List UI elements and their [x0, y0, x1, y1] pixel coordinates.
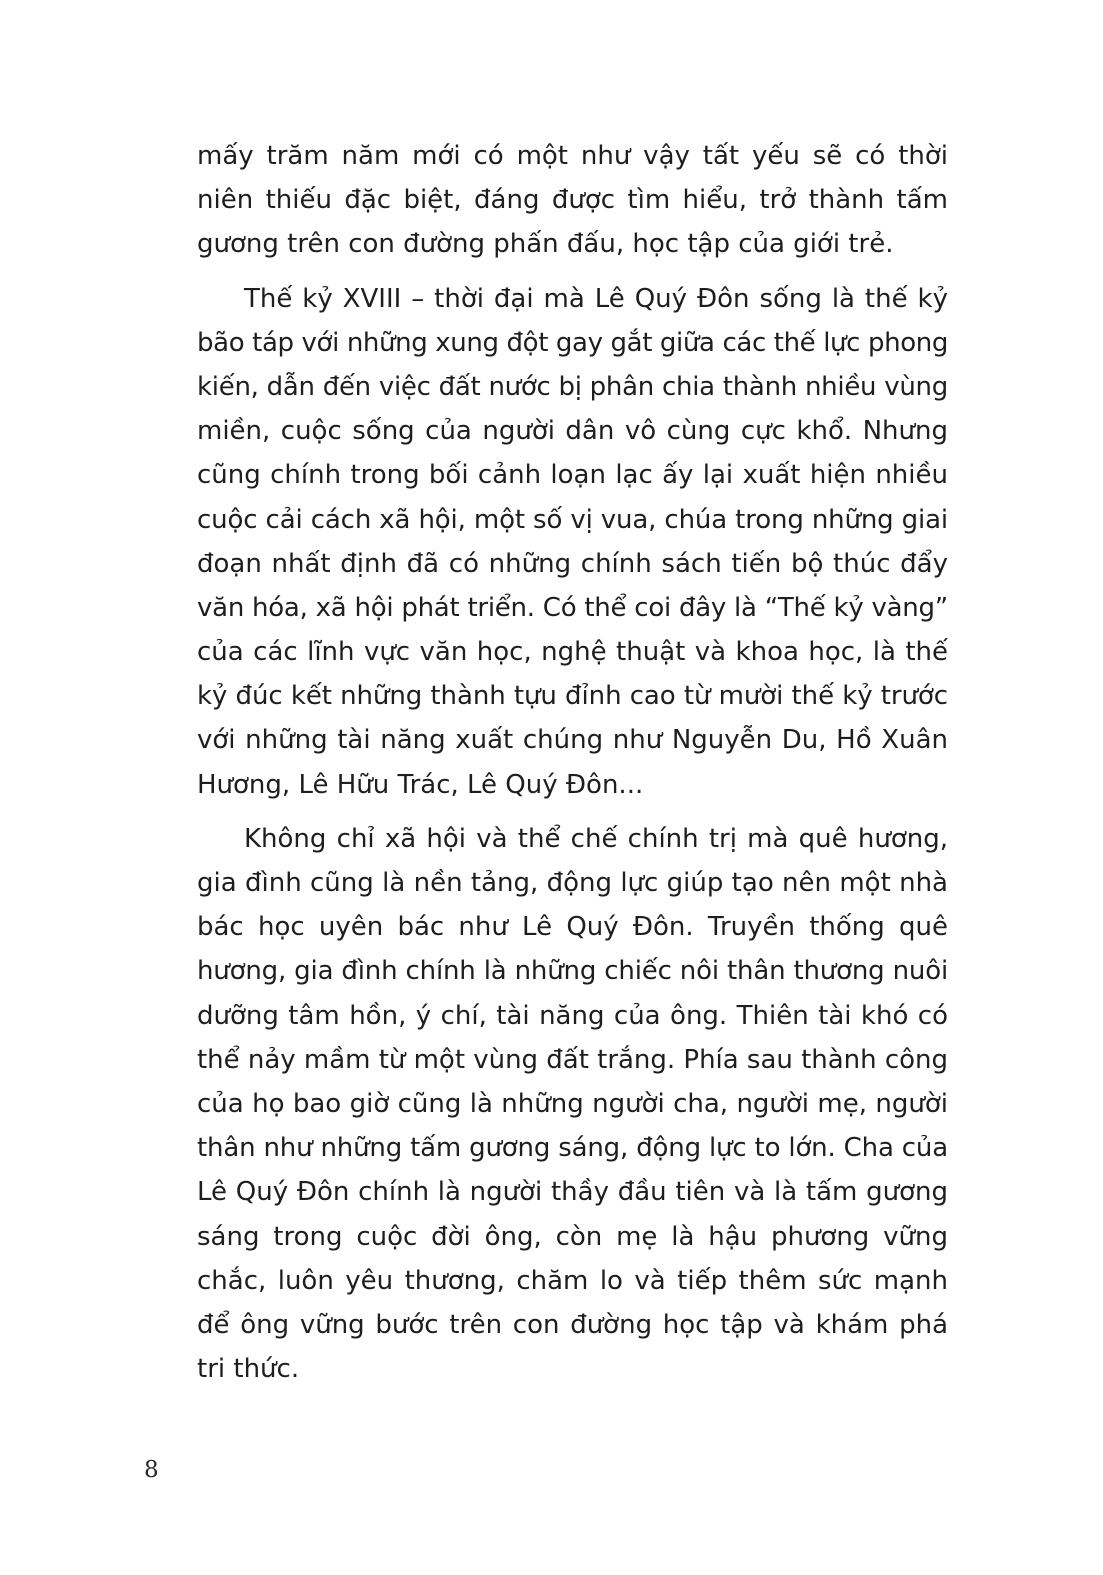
paragraph	[197, 817, 948, 1391]
text-line: đoạn nhất định đã có những chính sách tiến bộ thúc đẩy	[197, 548, 948, 579]
text-line: chắc, luôn yêu thương, chăm lo và tiếp thêm sức mạnh	[197, 1265, 948, 1296]
text-line: gương trên con đường phấn đấu, học tập của giới trẻ.	[197, 229, 894, 260]
text-line: để ông vững bước trên con đường học tập và khám phá	[197, 1309, 948, 1340]
text-line: dưỡng tâm hồn, ý chí, tài năng của ông. Thiên tài khó có	[197, 1000, 948, 1031]
text-line: mấy trăm năm mới có một như vậy tất yếu sẽ có thời	[197, 141, 948, 171]
paragraph	[197, 134, 948, 267]
text-line: của họ bao giờ cũng là những người cha, người mẹ, người	[197, 1088, 948, 1119]
text-line: cuộc cải cách xã hội, một số vị vua, chúa trong những giai	[197, 504, 948, 535]
text-line: gia đình cũng là nền tảng, động lực giúp tạo nên một nhà	[197, 868, 948, 898]
paragraph	[197, 277, 948, 807]
paragraph-gap	[197, 807, 948, 817]
text-line: của các lĩnh vực văn học, nghệ thuật và khoa học, là thế	[197, 637, 948, 668]
text-line: thân như những tấm gương sáng, động lực to lớn. Cha của	[197, 1133, 948, 1164]
text-line: sáng trong cuộc đời ông, còn mẹ là hậu phương vững	[197, 1221, 948, 1252]
text-line: kiến, dẫn đến việc đất nước bị phân chia thành nhiều vùng	[197, 371, 948, 402]
page-number: 8	[144, 1457, 159, 1483]
text-line: cũng chính trong bối cảnh loạn lạc ấy lại xuất hiện nhiều	[197, 460, 948, 491]
text-line: hương, gia đình chính là những chiếc nôi thân thương nuôi	[197, 956, 948, 987]
text-line: văn hóa, xã hội phát triển. Có thể coi đây là “Thế kỷ vàng”	[197, 592, 948, 623]
text-line: niên thiếu đặc biệt, đáng được tìm hiểu, trở thành tấm	[197, 185, 948, 216]
paragraph-gap	[197, 267, 948, 277]
text-line: tri thức.	[197, 1354, 300, 1385]
text-line: miền, cuộc sống của người dân vô cùng cực khổ. Nhưng	[197, 416, 948, 447]
text-line: thể nảy mầm từ một vùng đất trắng. Phía sau thành công	[197, 1044, 948, 1075]
text-line: bác học uyên bác như Lê Quý Đôn. Truyền thống quê	[197, 912, 948, 943]
text-line: Hương, Lê Hữu Trác, Lê Quý Đôn...	[197, 769, 644, 800]
text-line: Lê Quý Đôn chính là người thầy đầu tiên và là tấm gương	[197, 1177, 948, 1208]
text-line: Thế kỷ XVIII – thời đại mà Lê Quý Đôn sống là thế kỷ	[244, 283, 948, 314]
text-line: Không chỉ xã hội và thể chế chính trị mà quê hương,	[244, 823, 948, 854]
body-text	[197, 134, 948, 1391]
text-line: kỷ đúc kết những thành tựu đỉnh cao từ mười thế kỷ trước	[197, 681, 948, 712]
text-line: với những tài năng xuất chúng như Nguyễn Du, Hồ Xuân	[197, 725, 948, 756]
text-line: bão táp với những xung đột gay gắt giữa các thế lực phong	[197, 327, 948, 358]
